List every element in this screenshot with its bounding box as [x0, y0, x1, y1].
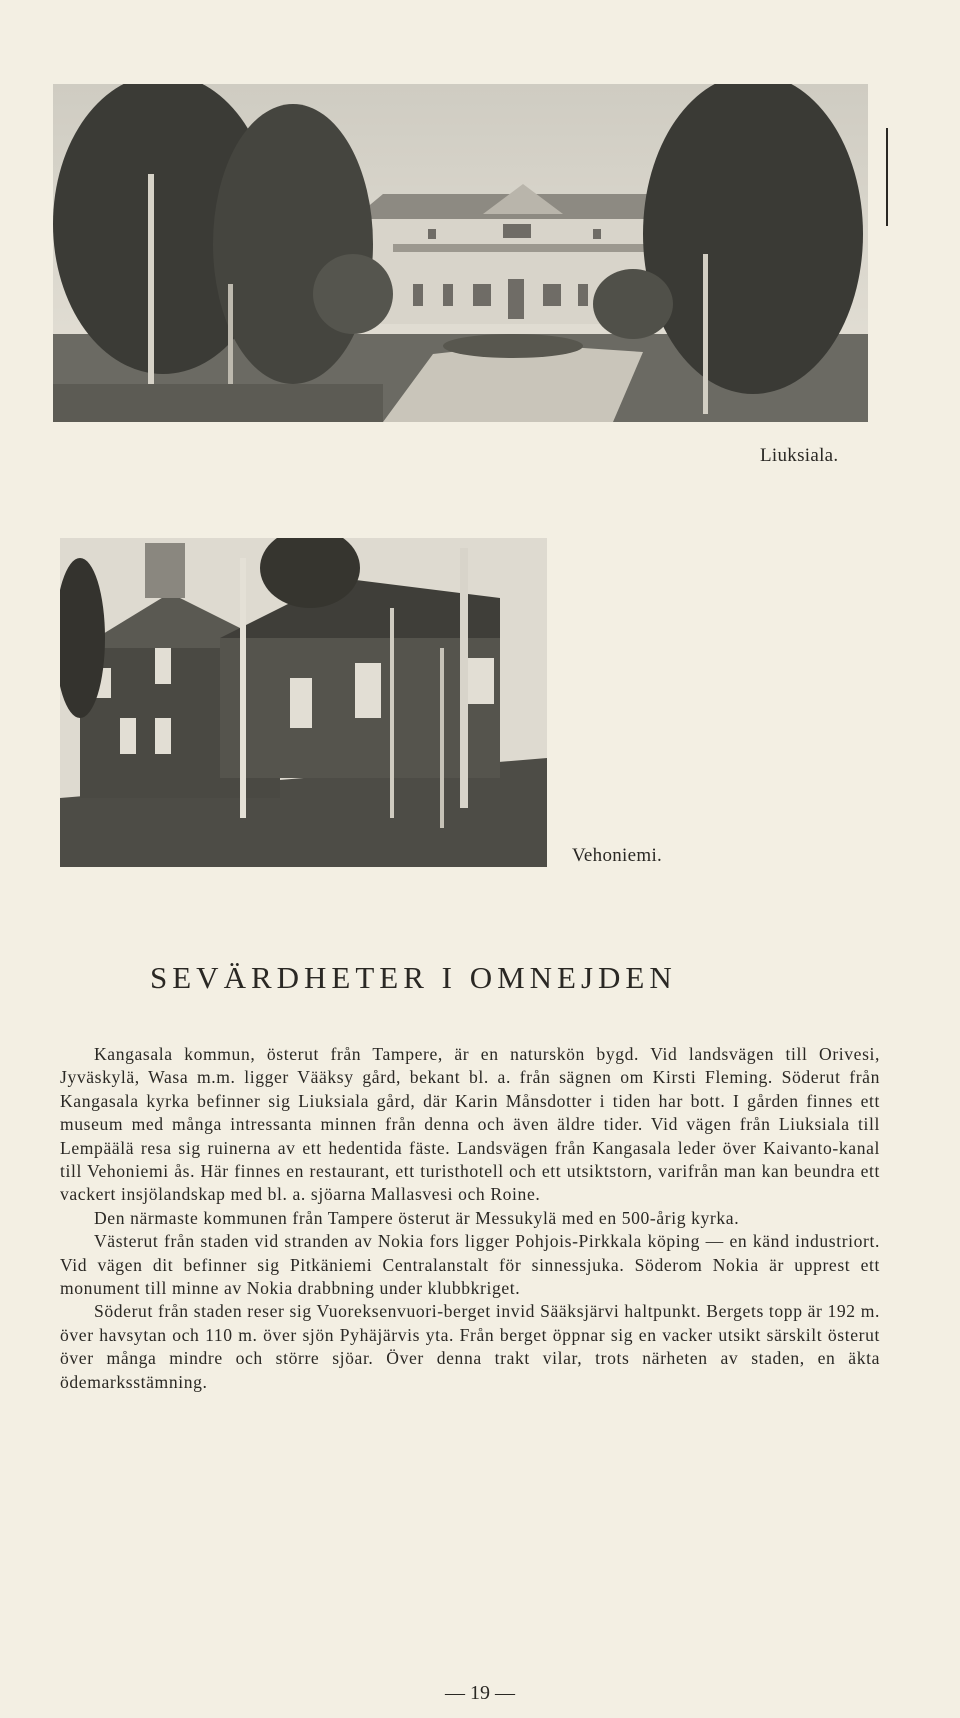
liuksiala-caption: Liuksiala. [760, 445, 839, 466]
vehoniemi-photo [60, 538, 547, 867]
section-heading: SEVÄRDHETER I OMNEJDEN [150, 960, 677, 995]
vehoniemi-photo-drawing [60, 538, 547, 867]
edge-mark [886, 128, 888, 226]
paragraph: Söderut från staden reser sig Vuoreksenvuori-berget invid Sääksjärvi haltpunkt. Bergets topp är 192 m. över havsytan och 110 m. över sjön Pyhäjärvis yta. Från berget öppnar sig en vacker utsikt särskilt österut över många mindre och större sjöar. Över denna trakt vilar, trots närheten av staden, en äkta ödemarksstämning. [60, 1301, 880, 1392]
liuksiala-photo [53, 84, 868, 422]
paragraph: Västerut från staden vid stranden av Nokia fors ligger Pohjois-Pirkkala köping — en känd industriort. Vid vägen dit befinner sig Pitkäniemi Centralanstalt för sinnessjuka. Söderom Nokia är upprest ett monument till minne av Nokia drabbning under klubbkriget. [60, 1231, 880, 1299]
body-text [60, 1043, 880, 1394]
paragraph: Kangasala kommun, österut från Tampere, är en naturskön bygd. Vid landsvägen till Orivesi, Jyväskylä, Wasa m.m. ligger Vääksy gård, bekant bl. a. från sägnen om Kirsti Fleming. Söderut från Kangasala kyrka befinner sig Liuksiala gård, där Karin Månsdotter i tiden har bott. I gården finnes ett museum med många intressanta minnen från denna och även äldre tider. Vid vägen från Liuksiala till Lempäälä resa sig ruinerna av ett hedentida fäste. Landsvägen från Kangasala leder över Kaivanto-kanal till Vehoniemi ås. Här finnes en restaurant, ett turisthotell och ett utsiktstorn, varifrån man kan beundra ett vackert insjölandskap med bl. a. sjöarna Mallasvesi och Roine. [60, 1044, 880, 1205]
liuksiala-photo-drawing [53, 84, 868, 422]
paragraph: Den närmaste kommunen från Tampere österut är Messukylä med en 500-årig kyrka. [94, 1207, 740, 1228]
vehoniemi-caption: Vehoniemi. [572, 845, 663, 866]
page-number: — 19 — [445, 1682, 515, 1704]
